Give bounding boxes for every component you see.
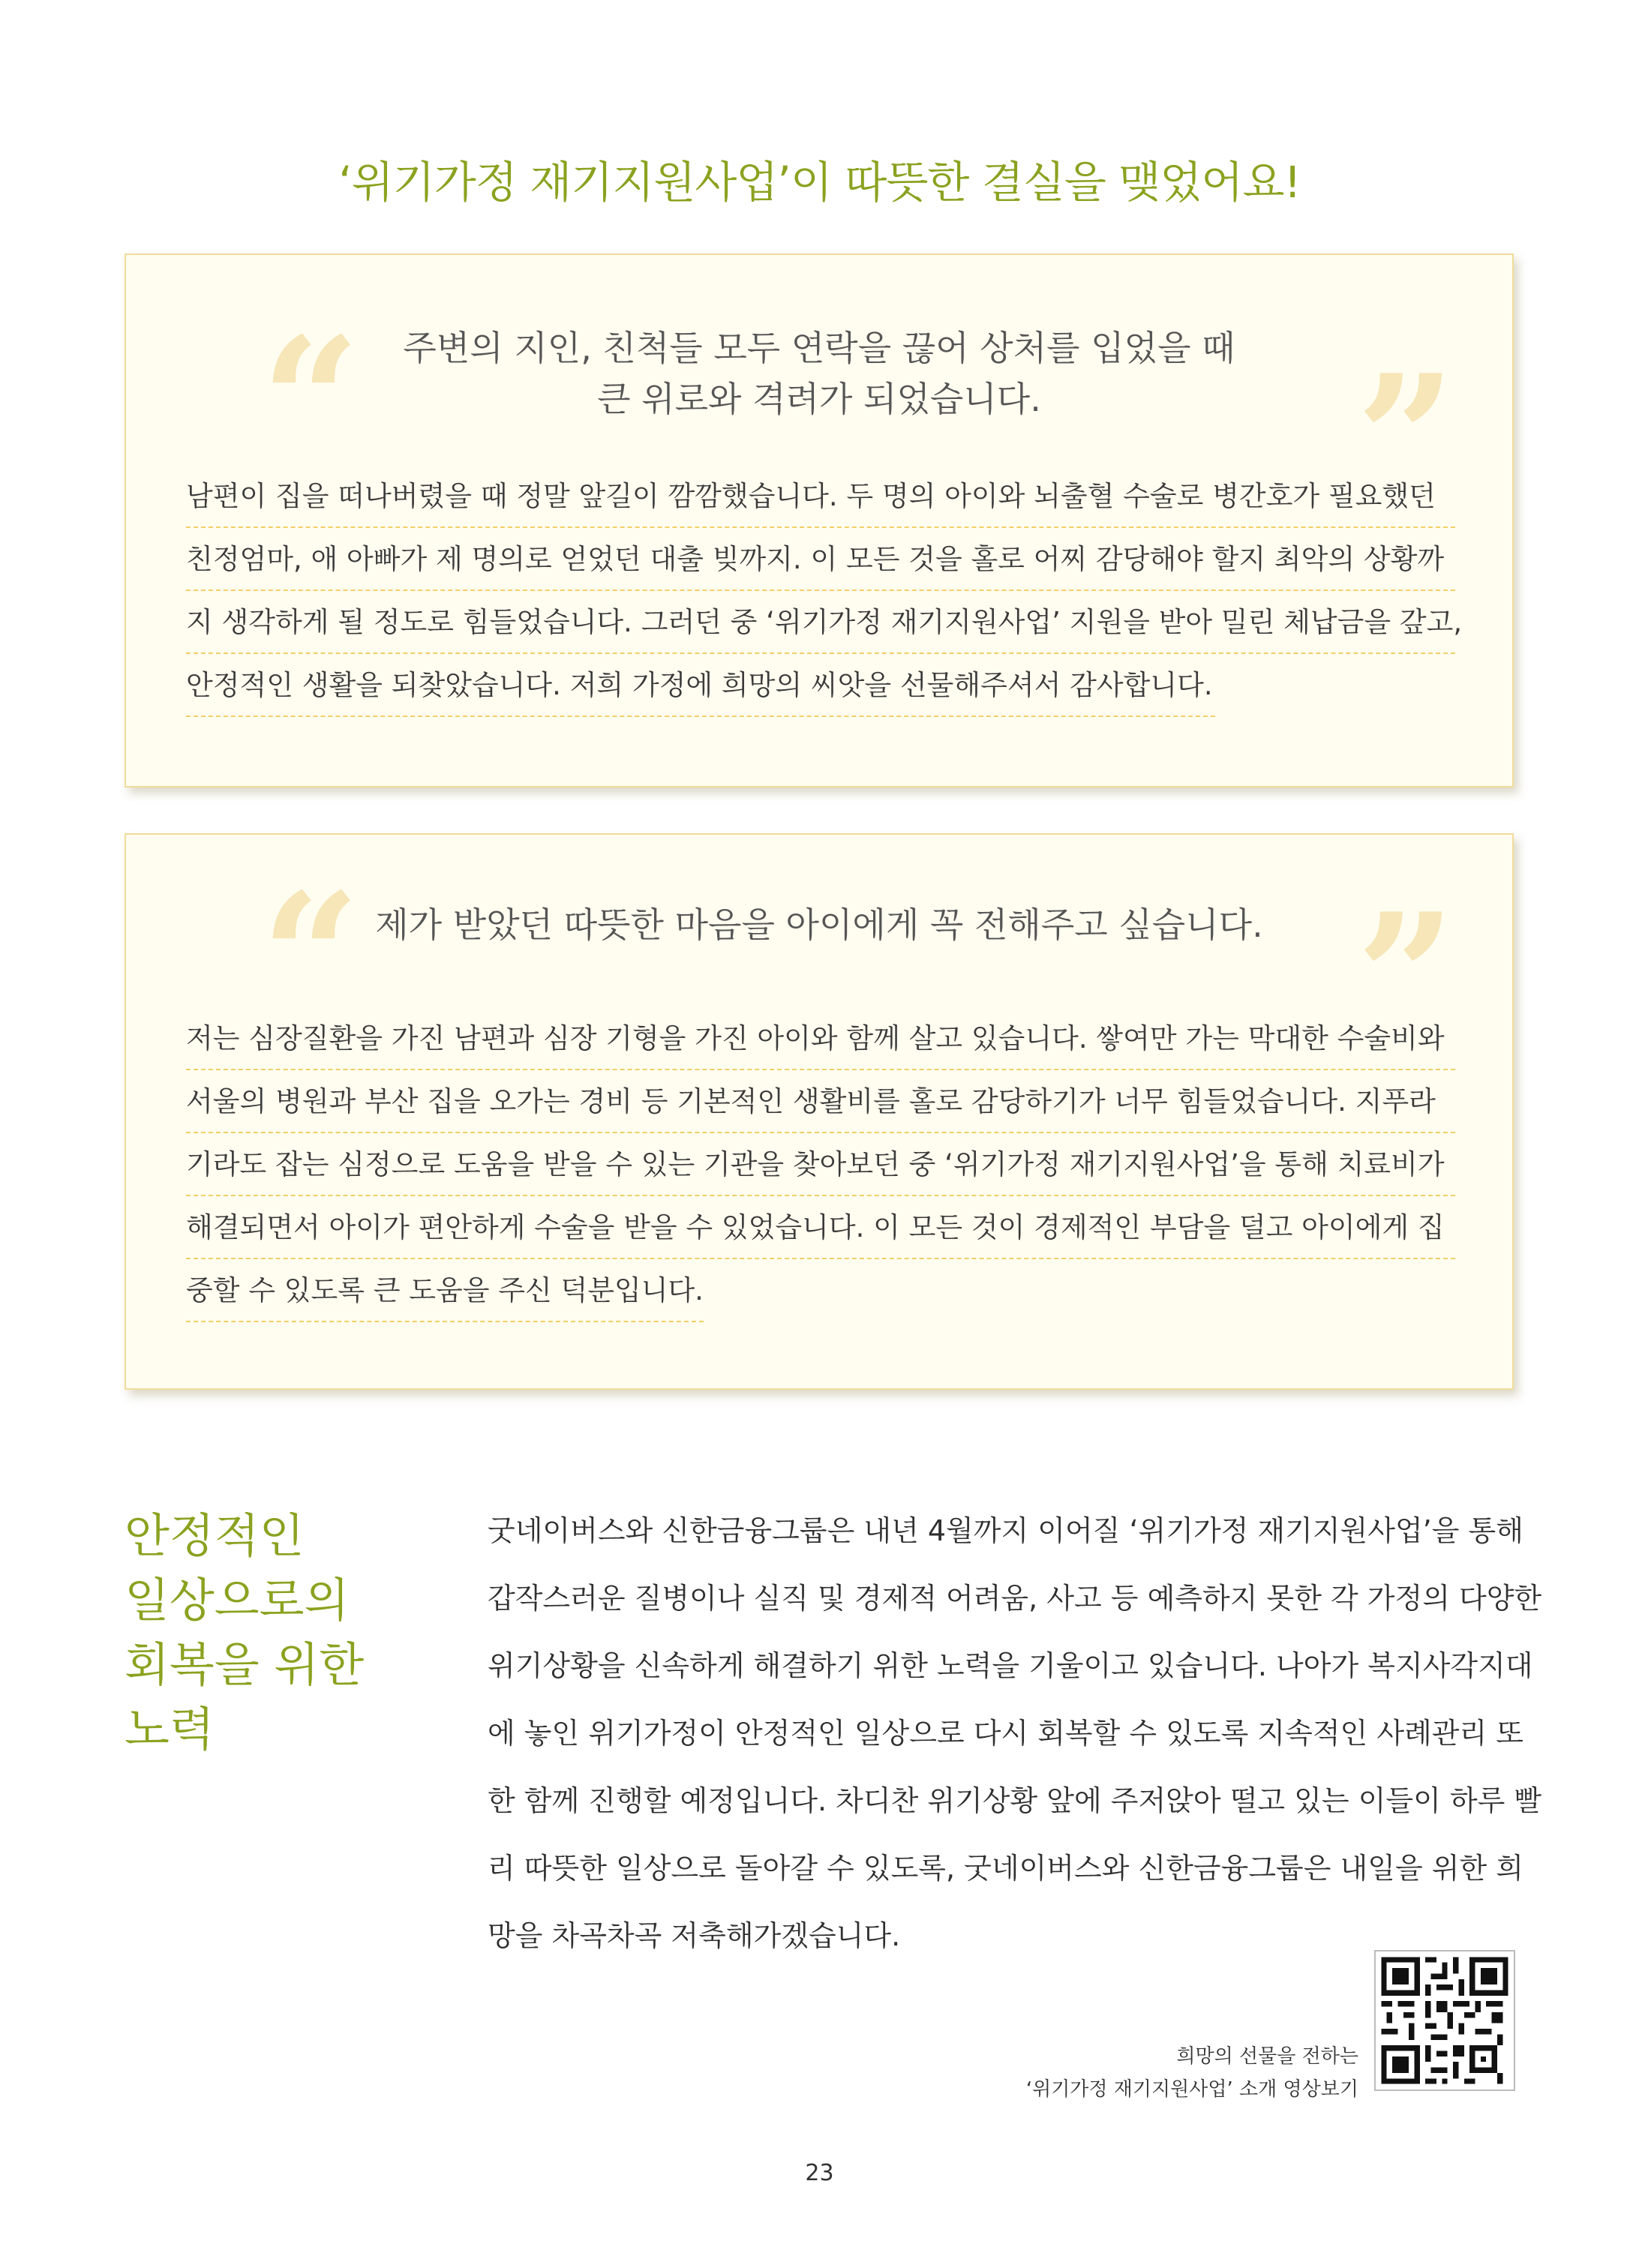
- headline-line: 큰 위로와 격려가 되었습니다.: [597, 379, 1041, 419]
- testimonial-headline: [126, 322, 1512, 424]
- testimonial-line: 친정엄마, 애 아빠가 제 명의로 얻었던 대출 빚까지. 이 모든 것을 홀로 어찌 감당해야 할지 최악의 상황까: [186, 528, 1455, 591]
- page-number: 23: [805, 2160, 834, 2186]
- section-title: 안정적인 일상으로의 회복을 위한 노력: [125, 1508, 365, 1756]
- body-line: 한 함께 진행할 예정입니다. 차디찬 위기상황 앞에 주저앉아 떨고 있는 이들이 하루 빨: [488, 1784, 1542, 1817]
- section-body: [488, 1504, 1542, 1976]
- body-line: 갑작스러운 질병이나 실직 및 경제적 어려움, 사고 등 예측하지 못한 각 가정의 다양한: [488, 1582, 1542, 1615]
- body-line: 굿네이버스와 신한금융그룹은 내년 4월까지 이어질 ‘위기가정 재기지원사업’을 통해: [488, 1514, 1523, 1547]
- qr-caption: [1026, 2040, 1358, 2106]
- qr-code-graphic: [1376, 1952, 1514, 2090]
- body-line: 리 따뜻한 일상으로 돌아갈 수 있도록, 굿네이버스와 신한금융그룹은 내일을 위한 희: [488, 1852, 1523, 1885]
- testimonial-line: 중할 수 있도록 큰 도움을 주신 덕분입니다.: [186, 1259, 704, 1322]
- page-title: ‘위기가정 재기지원사업’이 따뜻한 결실을 맺었어요!: [338, 157, 1301, 208]
- qr-caption-line: ‘위기가정 재기지원사업’ 소개 영상보기: [1025, 2078, 1358, 2101]
- open-quote-icon: “: [261, 315, 361, 420]
- testimonial-line: 기라도 잡는 심정으로 도움을 받을 수 있는 기관을 찾아보던 중 ‘위기가정 재기지원사업’을 통해 치료비가: [186, 1133, 1455, 1196]
- body-line: 망을 차곡차곡 저축해가겠습니다.: [488, 1919, 901, 1952]
- qr-code-icon[interactable]: [1374, 1950, 1515, 2091]
- testimonial-line: 지 생각하게 될 정도로 힘들었습니다. 그러던 중 ‘위기가정 재기지원사업’ 지원을 받아 밀린 체납금을 갚고,: [186, 591, 1455, 654]
- body-line: 에 놓인 위기가정이 안정적인 일상으로 다시 회복할 수 있도록 지속적인 사례관리 또: [488, 1717, 1523, 1750]
- close-quote-icon: ”: [1356, 891, 1456, 996]
- testimonial-headline: [126, 899, 1512, 950]
- open-quote-icon: “: [261, 871, 361, 976]
- testimonial-line: 서울의 병원과 부산 집을 오가는 경비 등 기본적인 생활비를 홀로 감당하기가 너무 힘들었습니다. 지푸라: [186, 1070, 1455, 1133]
- headline-line: 주변의 지인, 친척들 모두 연락을 끊어 상처를 입었을 때: [403, 328, 1235, 368]
- testimonial-line: 저는 심장질환을 가진 남편과 심장 기형을 가진 아이와 함께 살고 있습니다. 쌓여만 가는 막대한 수술비와: [186, 1007, 1455, 1070]
- testimonial-card-1: [125, 254, 1514, 788]
- body-line: 위기상황을 신속하게 해결하기 위한 노력을 기울이고 있습니다. 나아가 복지사각지대: [488, 1649, 1533, 1682]
- testimonial-line: 남편이 집을 떠나버렸을 때 정말 앞길이 깜깜했습니다. 두 명의 아이와 뇌출혈 수술로 병간호가 필요했던: [186, 465, 1455, 528]
- testimonial-card-2: [125, 833, 1514, 1390]
- close-quote-icon: ”: [1356, 352, 1456, 458]
- testimonial-line: 안정적인 생활을 되찾았습니다. 저희 가정에 희망의 씨앗을 선물해주셔서 감사합니다.: [186, 654, 1215, 717]
- testimonial-line: 해결되면서 아이가 편안하게 수술을 받을 수 있었습니다. 이 모든 것이 경제적인 부담을 덜고 아이에게 집: [186, 1196, 1455, 1259]
- qr-caption-line: 희망의 선물을 전하는: [1176, 2045, 1358, 2068]
- headline-line: 제가 받았던 따뜻한 마음을 아이에게 꼭 전해주고 싶습니다.: [375, 904, 1263, 945]
